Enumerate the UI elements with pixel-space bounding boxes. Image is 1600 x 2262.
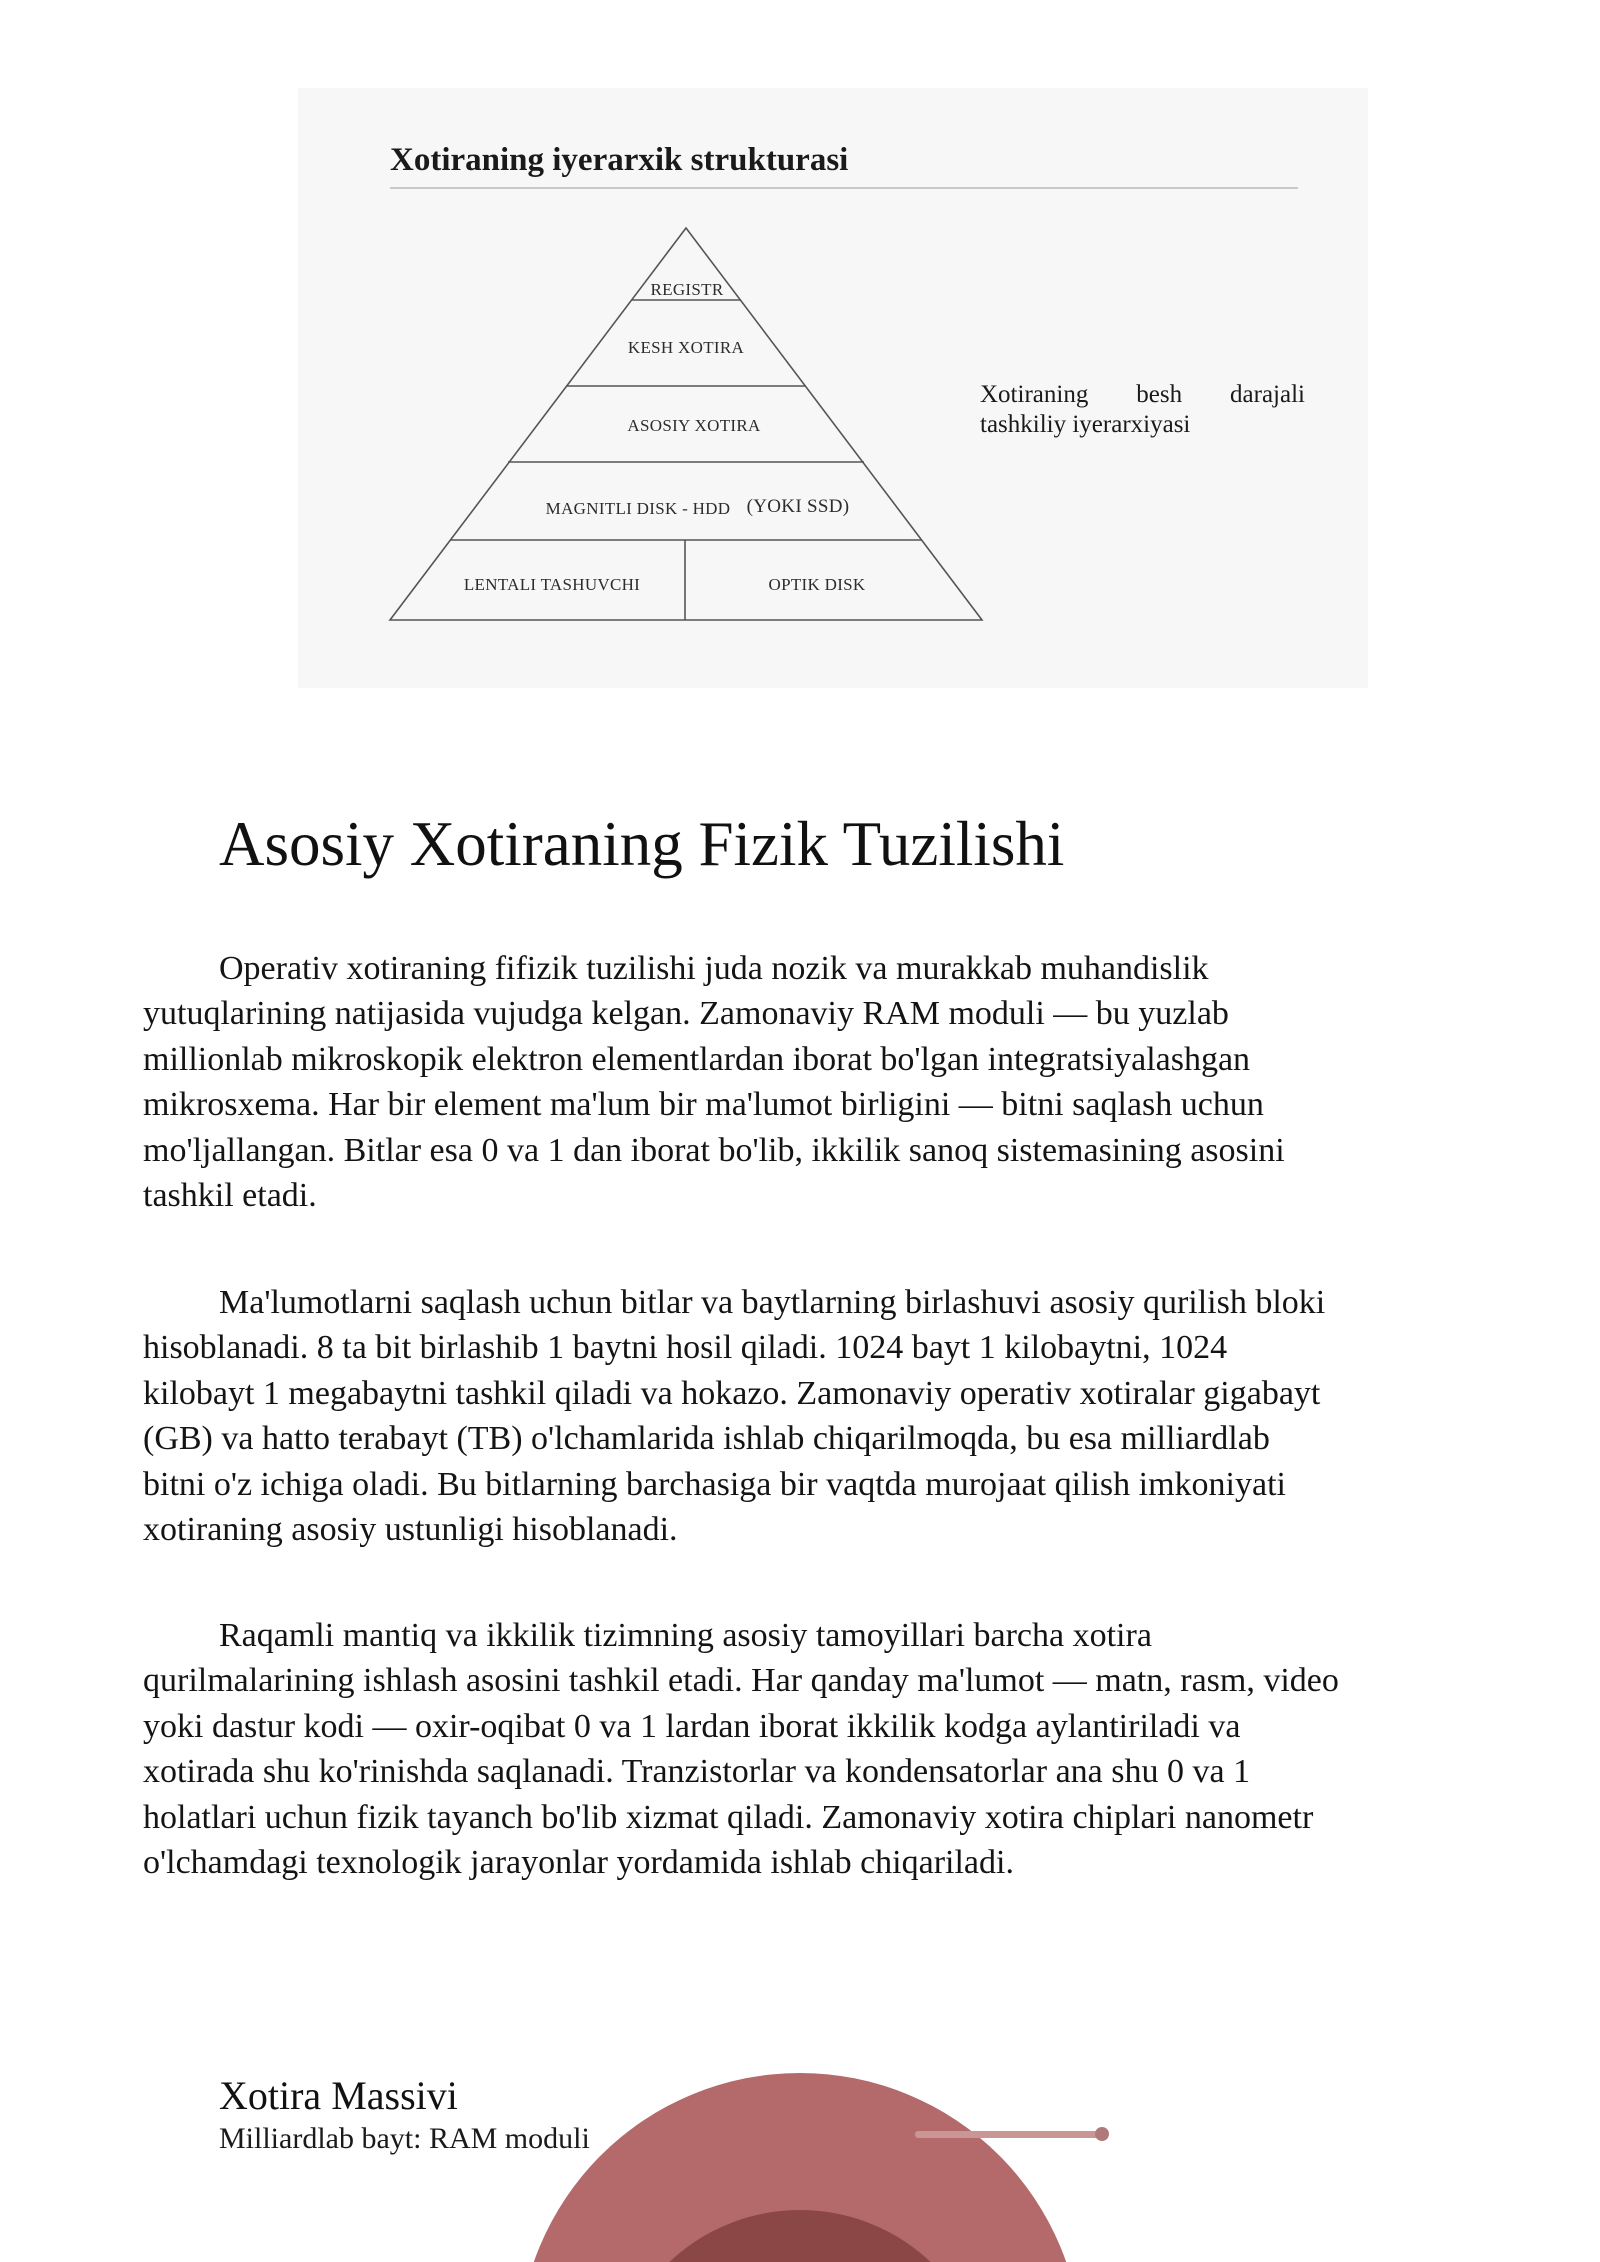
paragraph-line: yutuqlarining natijasida vujudga kelgan. Zamonaviy RAM moduli — bu yuzlab bbox=[143, 995, 1229, 1033]
paragraph-line: Ma'lumotlarni saqlash uchun bitlar va baytlarning birlashuvi asosiy qurilish bloki bbox=[219, 1284, 1326, 1321]
paragraph-line: xotiraning asosiy ustunligi hisoblanadi. bbox=[143, 1511, 678, 1549]
caption-line-2: tashkiliy iyerarxiyasi bbox=[980, 411, 1191, 438]
paragraph-line: tashkil etadi. bbox=[143, 1177, 317, 1215]
level-optik: OPTIK DISK bbox=[768, 575, 866, 594]
paragraph-line: o'lchamdagi texnologik jarayonlar yordamida ishlab chiqariladi. bbox=[143, 1844, 1014, 1882]
page-heading: Asosiy Xotiraning Fizik Tuzilishi bbox=[219, 809, 1065, 879]
caption-word: besh bbox=[1136, 381, 1183, 408]
paragraph-line: xotirada shu ko'rinishda saqlanadi. Tranzistorlar va kondensatorlar ana shu 0 va 1 bbox=[143, 1753, 1251, 1791]
paragraph-line: Operativ xotiraning fifizik tuzilishi juda nozik va murakkab muhandislik bbox=[219, 950, 1209, 987]
paragraph-line: yoki dastur kodi — oxir-oqibat 0 va 1 lardan iborat ikkilik kodga aylantiriladi va bbox=[143, 1707, 1241, 1745]
caption-word: darajali bbox=[1230, 381, 1305, 408]
paragraph-line: millionlab mikroskopik elektron elementlardan iborat bo'lgan integratsiyalashgan bbox=[143, 1040, 1251, 1078]
level-asosiy: ASOSIY XOTIRA bbox=[627, 416, 761, 435]
level-kesh: KESH XOTIRA bbox=[627, 338, 745, 357]
paragraph-line: qurilmalarining ishlash asosini tashkil etadi. Har qanday ma'lumot — matn, rasm, video bbox=[143, 1662, 1339, 1700]
level-magnitli-alt: (YOKI SSD) bbox=[746, 496, 850, 517]
level-magnitli: MAGNITLI DISK - HDD bbox=[545, 499, 731, 518]
paragraph-line: holatlari uchun fizik tayanch bo'lib xizmat qiladi. Zamonaviy xotira chiplari nanometr bbox=[143, 1798, 1314, 1836]
paragraph-line: kilobayt 1 megabaytni tashkil qiladi va hokazo. Zamonaviy operativ xotiralar gigabayt bbox=[143, 1374, 1321, 1412]
section-title: Xotira Massivi bbox=[219, 2073, 458, 2118]
paragraph-line: hisoblanadi. 8 ta bit birlashib 1 baytni hosil qiladi. 1024 bayt 1 kilobaytni, 1024 bbox=[143, 1329, 1228, 1367]
paragraph-line: mo'ljallangan. Bitlar esa 0 va 1 dan iborat bo'lib, ikkilik sanoq sistemasining asosini bbox=[143, 1131, 1285, 1169]
paragraph-line: (GB) va hatto terabayt (TB) o'lchamlarida ishlab chiqarilmoqda, bu esa milliardlab bbox=[143, 1420, 1270, 1458]
disc-rod-end bbox=[1095, 2127, 1109, 2141]
section-caption: Milliardlab bayt: RAM moduli bbox=[219, 2122, 590, 2155]
disc-rod bbox=[915, 2131, 1105, 2138]
caption-word: Xotiraning bbox=[980, 381, 1089, 408]
paragraph-line: Raqamli mantiq va ikkilik tizimning asosiy tamoyillari barcha xotira bbox=[219, 1617, 1152, 1654]
paragraph-line: bitni o'z ichiga oladi. Bu bitlarning barchasiga bir vaqtda murojaat qilish imkoniyati bbox=[143, 1465, 1286, 1503]
paragraph-line: mikrosxema. Har bir element ma'lum bir ma'lumot birligini — bitni saqlash uchun bbox=[143, 1086, 1264, 1124]
level-registr: REGISTR bbox=[650, 280, 724, 299]
figure-title: Xotiraning iyerarxik strukturasi bbox=[390, 142, 849, 178]
level-lentali: LENTALI TASHUVCHI bbox=[463, 575, 641, 594]
